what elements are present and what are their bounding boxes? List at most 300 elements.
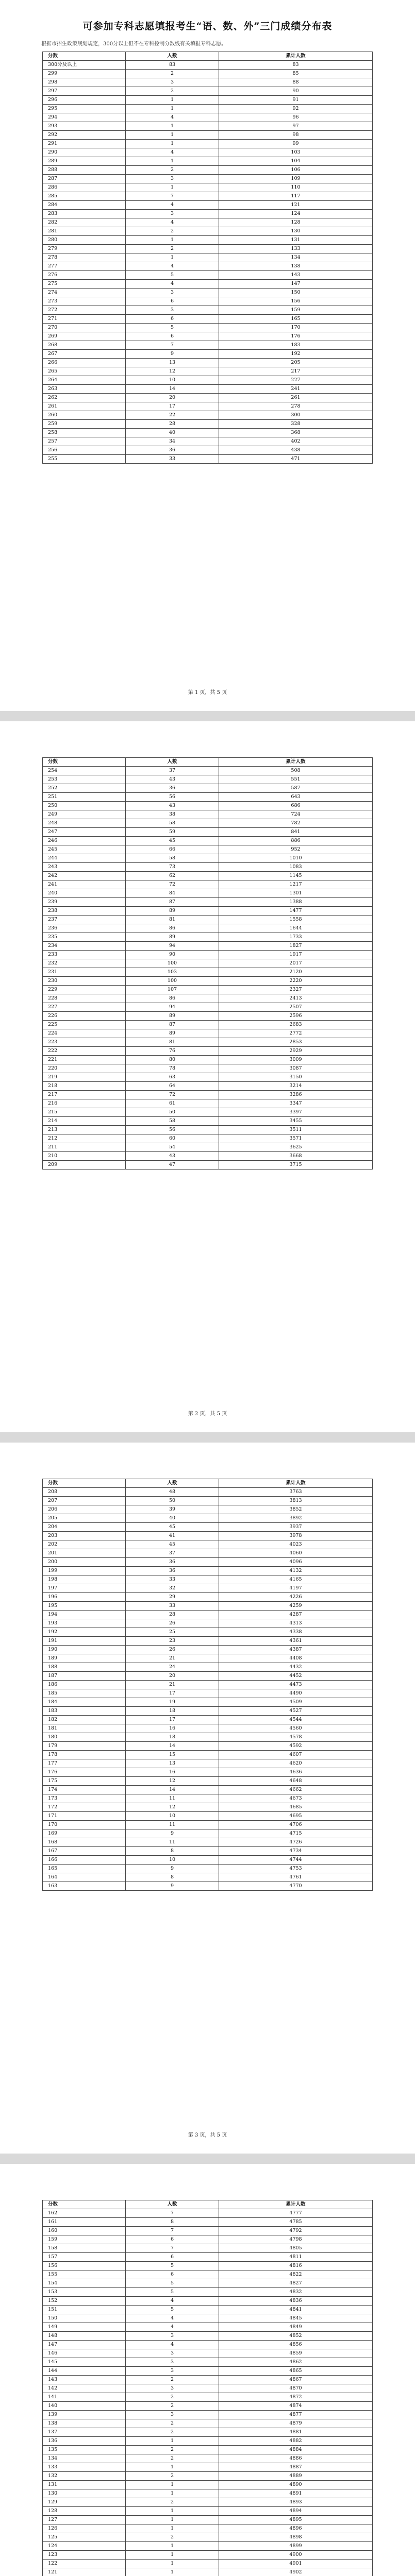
table-row [43, 140, 373, 148]
cumulative-cell: 4879 [219, 2419, 373, 2428]
table-row [43, 429, 373, 437]
count-cell: 36 [126, 1558, 219, 1567]
score-cell: 215 [43, 1108, 126, 1117]
count-cell: 1 [126, 2489, 219, 2498]
cumulative-cell: 1083 [219, 863, 373, 872]
table-row [43, 1838, 373, 1847]
cumulative-cell: 4798 [219, 2235, 373, 2244]
count-cell: 94 [126, 1003, 219, 1012]
cumulative-cell: 4361 [219, 1637, 373, 1646]
score-cell: 226 [43, 1012, 126, 1021]
table-row [43, 2428, 373, 2437]
score-cell: 224 [43, 1029, 126, 1038]
score-cell: 201 [43, 1549, 126, 1558]
count-cell: 39 [126, 1505, 219, 1514]
score-cell: 289 [43, 157, 126, 166]
cumulative-cell: 4259 [219, 1602, 373, 1611]
cumulative-cell: 1644 [219, 924, 373, 933]
score-cell: 225 [43, 1021, 126, 1029]
table-row [43, 2463, 373, 2472]
count-cell: 23 [126, 1637, 219, 1646]
count-cell: 89 [126, 933, 219, 942]
count-cell: 2 [126, 166, 219, 175]
table-row [43, 1117, 373, 1126]
table-row [43, 437, 373, 446]
cumulative-cell: 4902 [219, 2568, 373, 2576]
score-cell: 179 [43, 1742, 126, 1751]
cumulative-cell: 4408 [219, 1654, 373, 1663]
count-cell: 2 [126, 2428, 219, 2437]
table-row [43, 262, 373, 271]
score-cell: 196 [43, 1593, 126, 1602]
cumulative-cell: 97 [219, 122, 373, 131]
table-row [43, 880, 373, 889]
cumulative-cell: 2683 [219, 1021, 373, 1029]
table-row [43, 2349, 373, 2358]
table-row [43, 2568, 373, 2576]
table-row [43, 1497, 373, 1505]
table-row [43, 1602, 373, 1611]
cumulative-cell: 4877 [219, 2411, 373, 2419]
count-cell: 2 [126, 227, 219, 236]
count-cell: 10 [126, 1856, 219, 1865]
cumulative-cell: 159 [219, 306, 373, 315]
count-cell: 1 [126, 122, 219, 131]
cumulative-cell: 4822 [219, 2270, 373, 2279]
count-cell: 56 [126, 793, 219, 802]
cumulative-cell: 1477 [219, 907, 373, 916]
page-footer: 第 2 页，共 5 页 [188, 1411, 227, 1417]
count-cell: 38 [126, 810, 219, 819]
count-cell: 60 [126, 1134, 219, 1143]
count-cell: 13 [126, 359, 219, 367]
score-cell: 257 [43, 437, 126, 446]
score-cell: 282 [43, 218, 126, 227]
table-row [43, 1803, 373, 1812]
cumulative-cell: 3715 [219, 1161, 373, 1170]
count-cell: 9 [126, 1829, 219, 1838]
table-row [43, 1681, 373, 1689]
cumulative-cell: 4890 [219, 2481, 373, 2489]
cumulative-column-header: 累计人数 [219, 2200, 373, 2209]
count-cell: 87 [126, 898, 219, 907]
table-row [43, 1873, 373, 1882]
count-cell: 62 [126, 872, 219, 880]
count-cell: 2 [126, 87, 219, 96]
score-cell: 233 [43, 951, 126, 959]
cumulative-cell: 4578 [219, 1733, 373, 1742]
count-cell: 13 [126, 1759, 219, 1768]
score-cell: 248 [43, 819, 126, 828]
table-row [43, 1021, 373, 1029]
cumulative-cell: 83 [219, 61, 373, 70]
cumulative-cell: 2853 [219, 1038, 373, 1047]
score-cell: 236 [43, 924, 126, 933]
table-row [43, 1064, 373, 1073]
score-cell: 187 [43, 1672, 126, 1681]
table-row [43, 446, 373, 455]
score-cell: 259 [43, 420, 126, 429]
cumulative-cell: 4841 [219, 2306, 373, 2314]
table-row [43, 1724, 373, 1733]
cumulative-cell: 551 [219, 775, 373, 784]
count-cell: 12 [126, 1777, 219, 1786]
score-cell: 170 [43, 1821, 126, 1829]
table-row [43, 385, 373, 394]
score-cell: 256 [43, 446, 126, 455]
count-cell: 7 [126, 2244, 219, 2253]
table-row [43, 924, 373, 933]
score-cell: 279 [43, 245, 126, 253]
count-cell: 32 [126, 1584, 219, 1593]
score-cell: 264 [43, 376, 126, 385]
score-cell: 220 [43, 1064, 126, 1073]
cumulative-cell: 2596 [219, 1012, 373, 1021]
score-cell: 223 [43, 1038, 126, 1047]
table-row [43, 1751, 373, 1759]
score-cell: 300分及以上 [43, 61, 126, 70]
table-row [43, 175, 373, 183]
table-row [43, 2253, 373, 2262]
table-row [43, 1777, 373, 1786]
cumulative-cell: 1733 [219, 933, 373, 942]
score-cell: 123 [43, 2551, 126, 2560]
table-row [43, 1029, 373, 1038]
score-cell: 141 [43, 2393, 126, 2402]
page-footer: 第 1 页，共 5 页 [188, 690, 227, 696]
table-row [43, 2270, 373, 2279]
count-cell: 7 [126, 2227, 219, 2235]
cumulative-cell: 4197 [219, 1584, 373, 1593]
table-row [43, 1488, 373, 1497]
count-cell: 7 [126, 341, 219, 350]
cumulative-cell: 99 [219, 140, 373, 148]
score-cell: 244 [43, 854, 126, 863]
score-cell: 166 [43, 1856, 126, 1865]
cumulative-cell: 4544 [219, 1716, 373, 1724]
table-row [43, 218, 373, 227]
page-3 [0, 1443, 415, 2154]
score-cell: 265 [43, 367, 126, 376]
score-cell: 205 [43, 1514, 126, 1523]
score-cell: 128 [43, 2507, 126, 2516]
table-row [43, 1812, 373, 1821]
table-row [43, 420, 373, 429]
cumulative-cell: 3455 [219, 1117, 373, 1126]
cumulative-cell: 90 [219, 87, 373, 96]
score-cell: 297 [43, 87, 126, 96]
count-cell: 37 [126, 767, 219, 775]
score-cell: 287 [43, 175, 126, 183]
score-cell: 169 [43, 1829, 126, 1838]
cumulative-cell: 2017 [219, 959, 373, 968]
cumulative-cell: 1827 [219, 942, 373, 951]
cumulative-cell: 841 [219, 828, 373, 837]
score-cell: 134 [43, 2454, 126, 2463]
count-cell: 24 [126, 1663, 219, 1672]
cumulative-cell: 85 [219, 70, 373, 78]
table-row [43, 2402, 373, 2411]
score-cell: 146 [43, 2349, 126, 2358]
table-row [43, 1549, 373, 1558]
cumulative-cell: 4886 [219, 2454, 373, 2463]
cumulative-cell: 104 [219, 157, 373, 166]
cumulative-cell: 952 [219, 845, 373, 854]
cumulative-cell: 4792 [219, 2227, 373, 2235]
count-cell: 4 [126, 2341, 219, 2349]
score-cell: 159 [43, 2235, 126, 2244]
count-cell: 10 [126, 1812, 219, 1821]
score-cell: 249 [43, 810, 126, 819]
table-row [43, 236, 373, 245]
table-row [43, 2376, 373, 2384]
score-cell: 240 [43, 889, 126, 898]
page-footer: 第 3 页，共 5 页 [188, 2132, 227, 2138]
count-cell: 2 [126, 2376, 219, 2384]
table-row [43, 96, 373, 105]
cumulative-cell: 4473 [219, 1681, 373, 1689]
count-cell: 89 [126, 1012, 219, 1021]
cumulative-cell: 4827 [219, 2279, 373, 2288]
table-row [43, 332, 373, 341]
cumulative-cell: 4894 [219, 2507, 373, 2516]
score-cell: 167 [43, 1847, 126, 1856]
count-cell: 66 [126, 845, 219, 854]
cumulative-cell: 4852 [219, 2332, 373, 2341]
score-cell: 161 [43, 2218, 126, 2227]
score-cell: 209 [43, 1161, 126, 1170]
table-row [43, 411, 373, 420]
cumulative-cell: 782 [219, 819, 373, 828]
count-cell: 37 [126, 1549, 219, 1558]
cumulative-cell: 3937 [219, 1523, 373, 1532]
cumulative-cell: 92 [219, 105, 373, 113]
cumulative-cell: 4777 [219, 2209, 373, 2218]
score-cell: 230 [43, 977, 126, 986]
table-row [43, 2288, 373, 2297]
count-cell: 26 [126, 1646, 219, 1654]
score-cell: 281 [43, 227, 126, 236]
score-cell: 140 [43, 2402, 126, 2411]
score-cell: 133 [43, 2463, 126, 2472]
table-row [43, 994, 373, 1003]
count-cell: 4 [126, 2297, 219, 2306]
score-cell: 269 [43, 332, 126, 341]
table-row [43, 166, 373, 175]
count-cell: 86 [126, 924, 219, 933]
cumulative-cell: 2120 [219, 968, 373, 977]
cumulative-cell: 109 [219, 175, 373, 183]
table-row [43, 1672, 373, 1681]
cumulative-cell: 4872 [219, 2393, 373, 2402]
cumulative-column-header: 累计人数 [219, 1479, 373, 1488]
count-cell: 6 [126, 2270, 219, 2279]
table-row [43, 1584, 373, 1593]
count-cell: 2 [126, 2472, 219, 2481]
cumulative-cell: 165 [219, 315, 373, 324]
count-cell: 4 [126, 2323, 219, 2332]
count-cell: 90 [126, 951, 219, 959]
table-row [43, 1082, 373, 1091]
score-cell: 296 [43, 96, 126, 105]
table-row [43, 183, 373, 192]
table-row [43, 1073, 373, 1082]
table-row [43, 802, 373, 810]
cumulative-cell: 4899 [219, 2542, 373, 2551]
score-cell: 246 [43, 837, 126, 845]
cumulative-cell: 4560 [219, 1724, 373, 1733]
cumulative-cell: 471 [219, 455, 373, 464]
table-header-row [43, 1479, 373, 1488]
count-cell: 50 [126, 1497, 219, 1505]
table-header-row [43, 2200, 373, 2209]
cumulative-cell: 4887 [219, 2463, 373, 2472]
table-row [43, 2454, 373, 2463]
table-row [43, 2332, 373, 2341]
count-cell: 1 [126, 2481, 219, 2489]
count-cell: 76 [126, 1047, 219, 1056]
cumulative-cell: 3214 [219, 1082, 373, 1091]
score-cell: 157 [43, 2253, 126, 2262]
score-cell: 216 [43, 1099, 126, 1108]
table-row [43, 297, 373, 306]
count-cell: 5 [126, 2279, 219, 2288]
cumulative-cell: 368 [219, 429, 373, 437]
table-row [43, 1768, 373, 1777]
score-cell: 122 [43, 2560, 126, 2568]
score-cell: 219 [43, 1073, 126, 1082]
count-cell: 72 [126, 880, 219, 889]
table-row [43, 289, 373, 297]
table-row [43, 828, 373, 837]
count-cell: 5 [126, 324, 219, 332]
table-row [43, 1056, 373, 1064]
count-cell: 1 [126, 2568, 219, 2576]
cumulative-cell: 4226 [219, 1593, 373, 1602]
page-4 [0, 2164, 415, 2576]
score-cell: 278 [43, 253, 126, 262]
cumulative-cell: 4452 [219, 1672, 373, 1681]
table-row [43, 2498, 373, 2507]
score-cell: 283 [43, 210, 126, 218]
count-cell: 3 [126, 2332, 219, 2341]
count-cell: 2 [126, 245, 219, 253]
score-cell: 132 [43, 2472, 126, 2481]
cumulative-cell: 886 [219, 837, 373, 845]
count-cell: 28 [126, 420, 219, 429]
score-cell: 173 [43, 1794, 126, 1803]
score-cell: 185 [43, 1689, 126, 1698]
score-cell: 247 [43, 828, 126, 837]
count-cell: 4 [126, 280, 219, 289]
table-row [43, 2507, 373, 2516]
table-row [43, 122, 373, 131]
score-cell: 178 [43, 1751, 126, 1759]
count-cell: 61 [126, 1099, 219, 1108]
count-cell: 11 [126, 1821, 219, 1829]
count-cell: 3 [126, 2367, 219, 2376]
score-cell: 155 [43, 2270, 126, 2279]
count-cell: 45 [126, 837, 219, 845]
count-cell: 1 [126, 157, 219, 166]
cumulative-cell: 91 [219, 96, 373, 105]
score-cell: 241 [43, 880, 126, 889]
table-row [43, 402, 373, 411]
cumulative-cell: 1301 [219, 889, 373, 898]
table-row [43, 2235, 373, 2244]
count-cell: 1 [126, 96, 219, 105]
cumulative-cell: 4870 [219, 2384, 373, 2393]
count-cell: 14 [126, 385, 219, 394]
count-cell: 3 [126, 2358, 219, 2367]
cumulative-cell: 2220 [219, 977, 373, 986]
table-row [43, 2393, 373, 2402]
count-column-header: 人数 [126, 758, 219, 767]
score-cell: 272 [43, 306, 126, 315]
cumulative-cell: 3286 [219, 1091, 373, 1099]
count-cell: 3 [126, 78, 219, 87]
cumulative-cell: 130 [219, 227, 373, 236]
table-row [43, 2516, 373, 2524]
table-row [43, 1108, 373, 1117]
table-row [43, 394, 373, 402]
cumulative-cell: 4592 [219, 1742, 373, 1751]
cumulative-cell: 3347 [219, 1099, 373, 1108]
table-row [43, 845, 373, 854]
cumulative-cell: 143 [219, 271, 373, 280]
count-cell: 3 [126, 2411, 219, 2419]
cumulative-cell: 3813 [219, 1497, 373, 1505]
count-cell: 17 [126, 1716, 219, 1724]
table-row [43, 1698, 373, 1707]
score-cell: 203 [43, 1532, 126, 1540]
score-cell: 207 [43, 1497, 126, 1505]
cumulative-cell: 4881 [219, 2428, 373, 2437]
cumulative-cell: 3625 [219, 1143, 373, 1152]
cumulative-cell: 4023 [219, 1540, 373, 1549]
score-cell: 218 [43, 1082, 126, 1091]
score-cell: 280 [43, 236, 126, 245]
cumulative-cell: 2327 [219, 986, 373, 994]
count-cell: 9 [126, 1882, 219, 1891]
count-cell: 5 [126, 2262, 219, 2270]
table-row [43, 2524, 373, 2533]
table-row [43, 1532, 373, 1540]
count-cell: 8 [126, 2218, 219, 2227]
count-column-header: 人数 [126, 52, 219, 61]
score-cell: 271 [43, 315, 126, 324]
table-row [43, 1126, 373, 1134]
cumulative-cell: 4805 [219, 2244, 373, 2253]
cumulative-cell: 4811 [219, 2253, 373, 2262]
page-1 [0, 0, 415, 711]
cumulative-cell: 4060 [219, 1549, 373, 1558]
score-cell: 277 [43, 262, 126, 271]
score-table-page-4 [42, 2200, 373, 2576]
count-cell: 1 [126, 183, 219, 192]
cumulative-cell: 134 [219, 253, 373, 262]
cumulative-cell: 3511 [219, 1126, 373, 1134]
cumulative-cell: 4648 [219, 1777, 373, 1786]
cumulative-cell: 2413 [219, 994, 373, 1003]
table-row [43, 1012, 373, 1021]
document-title: 可参加专科志愿填报考生“语、数、外”三门成绩分布表 [82, 21, 333, 32]
cumulative-cell: 686 [219, 802, 373, 810]
count-cell: 1 [126, 105, 219, 113]
table-row [43, 1038, 373, 1047]
table-row [43, 1646, 373, 1654]
table-row [43, 2472, 373, 2481]
